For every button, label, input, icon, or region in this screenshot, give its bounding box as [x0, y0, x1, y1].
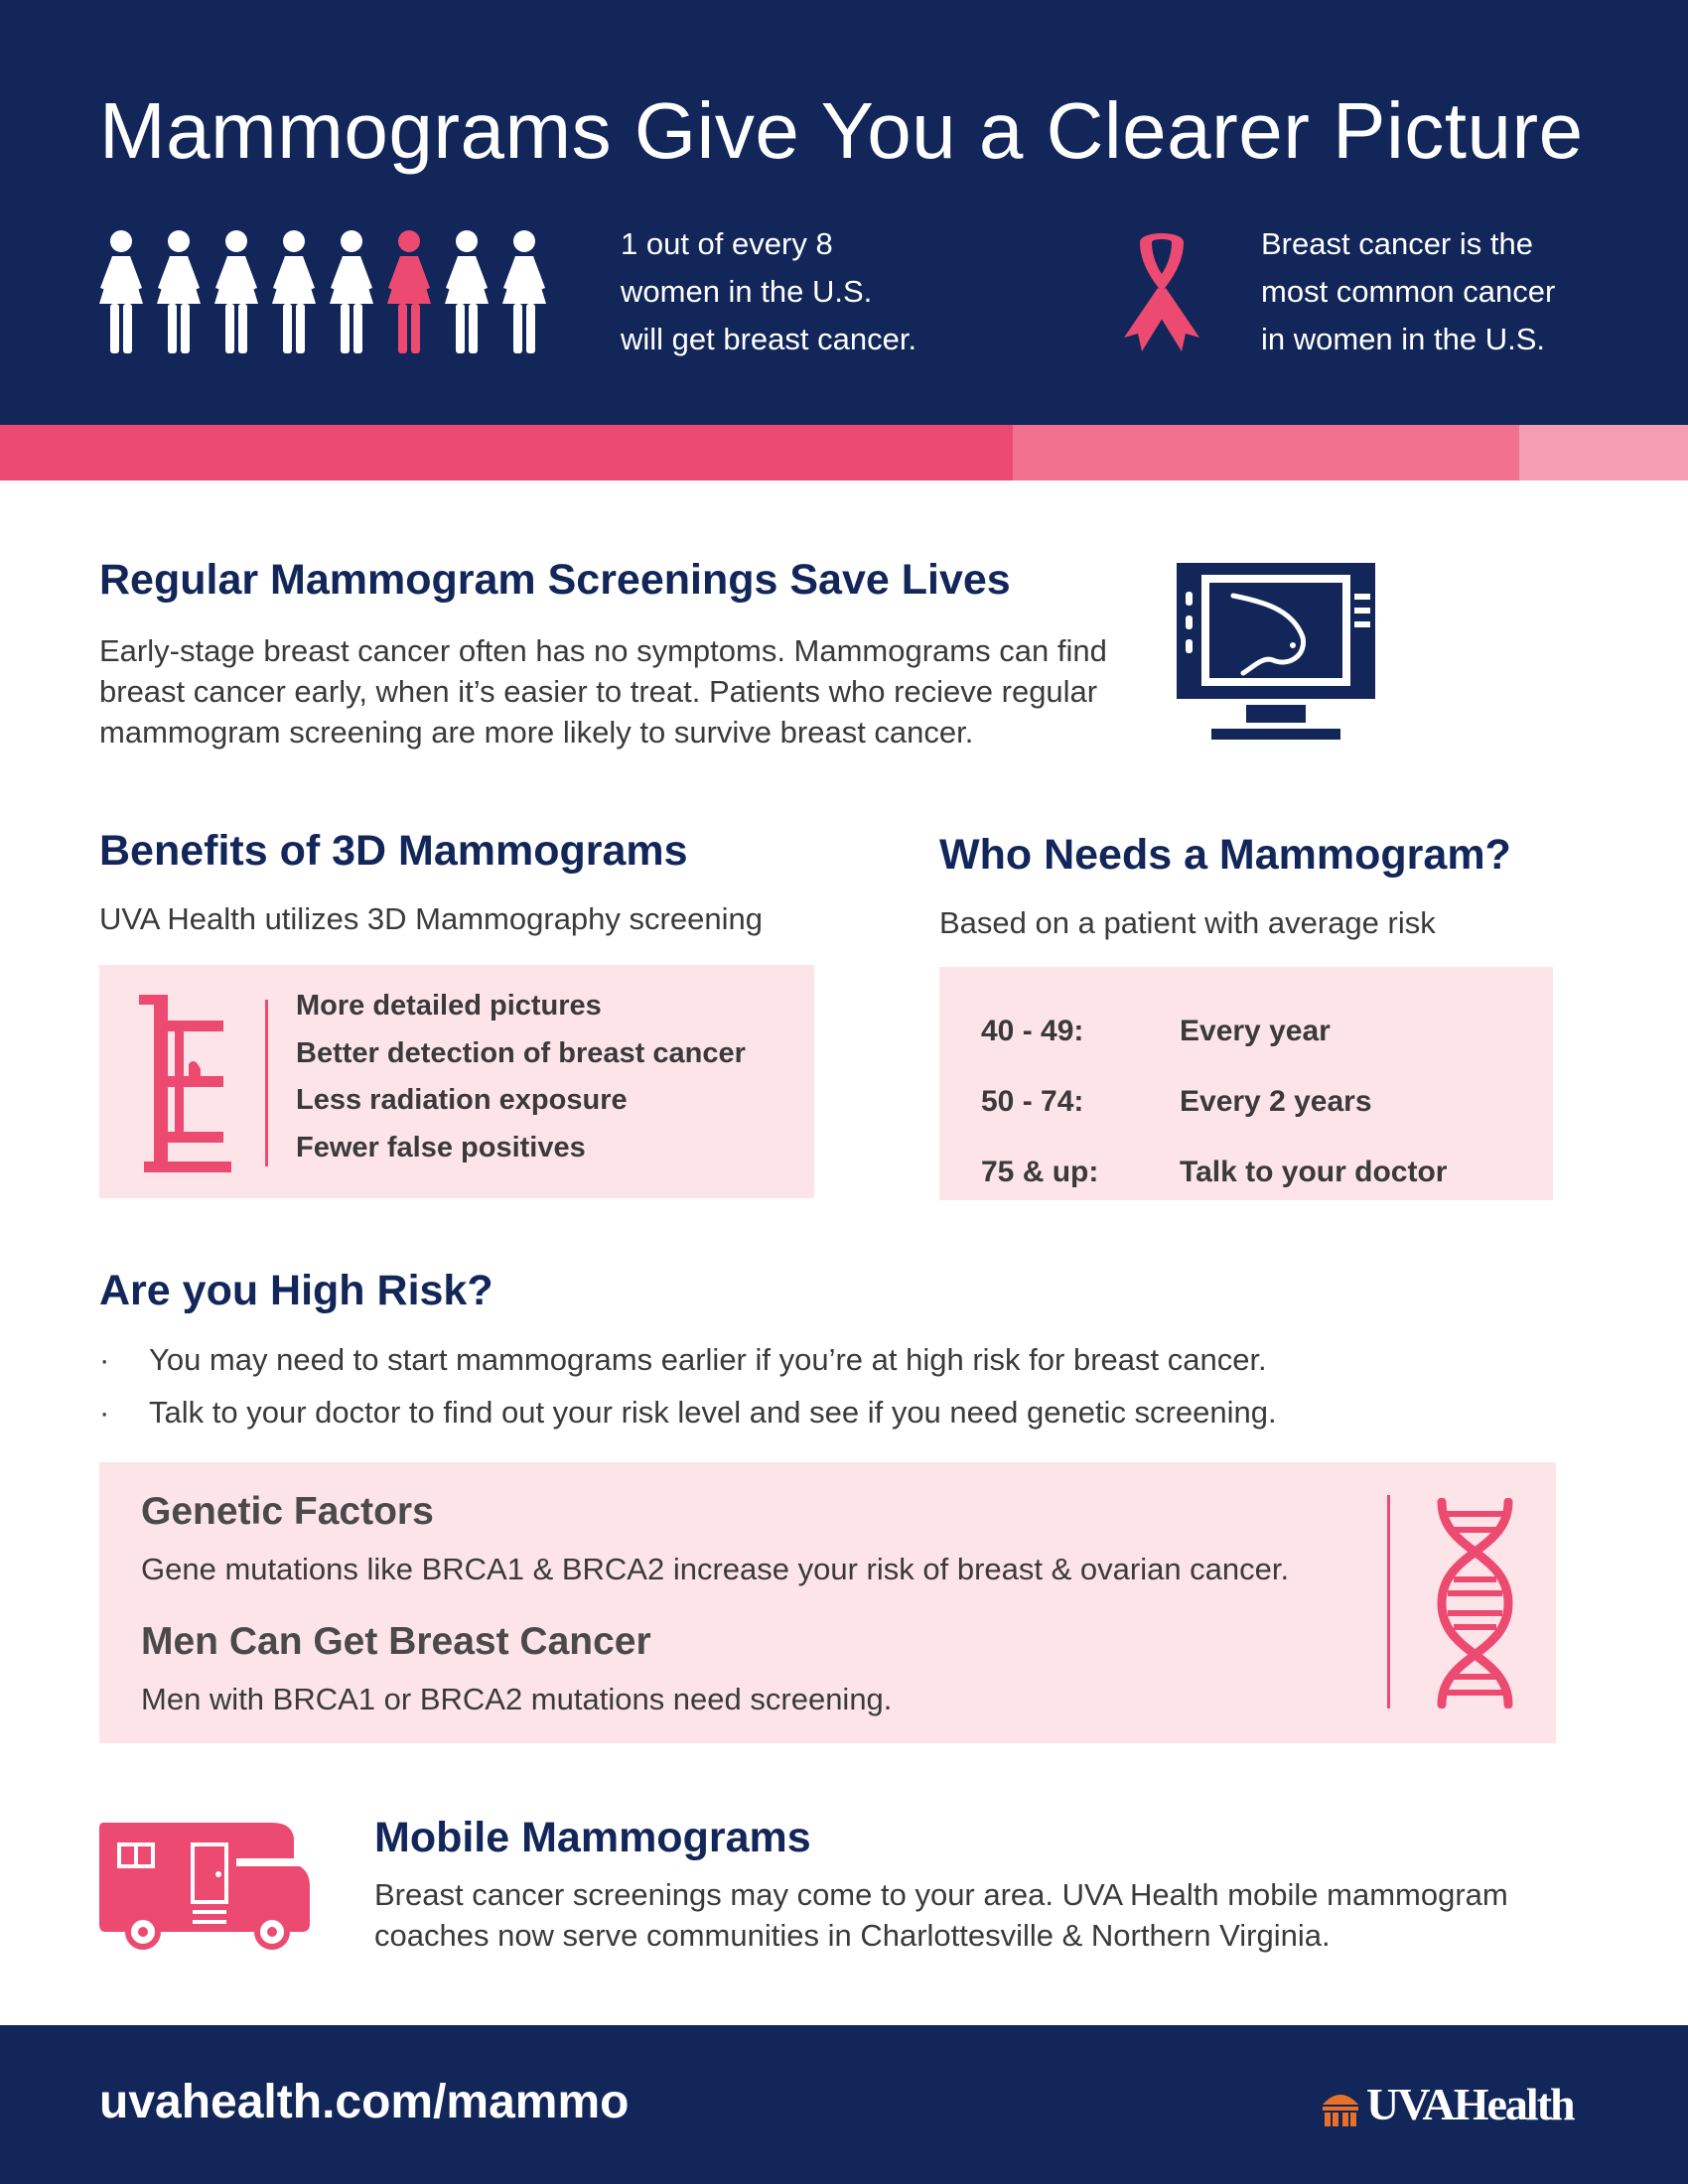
stripe-segment — [1519, 425, 1688, 480]
who-needs-subtitle: Based on a patient with average risk — [939, 905, 1436, 940]
woman-icon — [157, 230, 201, 353]
stat-line: 1 out of every 8 — [621, 226, 833, 261]
genetic-factors-text: Gene mutations like BRCA1 & BRCA2 increase your risk of breast & ovarian cancer. — [141, 1552, 1290, 1586]
list-item: Fewer false positives — [296, 1131, 586, 1163]
woman-icon — [445, 230, 489, 353]
footer-url-link[interactable]: uvahealth.com/mammo — [99, 2076, 630, 2128]
bullet-text: Talk to your doctor to find out your risk level and see if you need genetic screening. — [149, 1395, 1277, 1430]
mobile-van-icon — [97, 1817, 314, 1951]
stripe-segment — [1013, 425, 1519, 480]
bullet-icon: · — [99, 1342, 110, 1377]
men-heading: Men Can Get Breast Cancer — [141, 1620, 651, 1663]
schedule-frequency: Every year — [1180, 1015, 1331, 1047]
stat-line: women in the U.S. — [621, 274, 873, 309]
logo-text: UVAHealth — [1366, 2079, 1574, 2129]
schedule-age: 40 - 49: — [981, 1015, 1084, 1047]
screenings-heading: Regular Mammogram Screenings Save Lives — [99, 556, 1011, 604]
high-risk-heading: Are you High Risk? — [99, 1267, 493, 1314]
schedule-age: 75 & up: — [981, 1156, 1099, 1188]
woman-icon — [99, 230, 143, 353]
mammography-machine-icon — [139, 995, 233, 1173]
schedule-frequency: Talk to your doctor — [1180, 1156, 1448, 1188]
mobile-paragraph: Breast cancer screenings may come to your area. UVA Health mobile mammogram coaches now serve communities in Charlottesville & Northern Virginia. — [374, 1877, 1508, 1953]
stripe-segment — [0, 425, 1013, 480]
stat-line: most common cancer — [1261, 274, 1556, 309]
mobile-heading: Mobile Mammograms — [374, 1814, 811, 1861]
woman-icon — [502, 230, 546, 353]
stat-line: will get breast cancer. — [621, 322, 917, 356]
uva-dome-icon — [1321, 2087, 1360, 2126]
stat-line: in women in the U.S. — [1261, 322, 1546, 356]
list-item — [99, 1340, 1390, 1380]
uva-health-logo — [1321, 2075, 1594, 2134]
bullet-text: You may need to start mammograms earlier if you’re at high risk for breast cancer. — [149, 1342, 1267, 1377]
page-title: Mammograms Give You a Clearer Picture — [99, 86, 1584, 175]
list-item: Better detection of breast cancer — [296, 1036, 746, 1069]
benefits-box — [99, 965, 814, 1198]
divider — [265, 1000, 268, 1166]
men-text: Men with BRCA1 or BRCA2 mutations need screening. — [141, 1682, 893, 1716]
ribbon-icon — [1112, 228, 1211, 355]
list-item: More detailed pictures — [296, 990, 602, 1022]
stat-line: Breast cancer is the — [1261, 226, 1533, 261]
woman-icon — [272, 230, 316, 353]
statistic-one-in-eight — [621, 220, 998, 363]
dna-icon — [1428, 1498, 1522, 1708]
genetic-factors-heading: Genetic Factors — [141, 1490, 434, 1533]
who-needs-heading: Who Needs a Mammogram? — [939, 831, 1511, 879]
divider — [1387, 1495, 1390, 1708]
monitor-icon — [1172, 558, 1380, 747]
schedule-frequency: Every 2 years — [1180, 1085, 1372, 1118]
list-item: Less radiation exposure — [296, 1084, 628, 1116]
schedule-box — [939, 967, 1553, 1200]
woman-icon — [214, 230, 258, 353]
schedule-age: 50 - 74: — [981, 1085, 1084, 1118]
statistic-most-common — [1261, 220, 1589, 363]
woman-icon — [330, 230, 373, 353]
genetics-box — [99, 1462, 1556, 1743]
bullet-icon: · — [99, 1395, 110, 1430]
list-item — [99, 1393, 1390, 1433]
benefits-list — [296, 983, 802, 1171]
benefits-subtitle: UVA Health utilizes 3D Mammography screening — [99, 901, 763, 936]
women-icon-row — [97, 228, 564, 355]
screenings-paragraph: Early-stage breast cancer often has no symptoms. Mammograms can find breast cancer early, when it’s easier to treat. Patients who recieve regular mammogram screening are more likely to survive breast cancer. — [99, 633, 1107, 750]
benefits-heading: Benefits of 3D Mammograms — [99, 827, 688, 875]
woman-icon-highlighted — [387, 230, 431, 353]
color-stripe — [0, 425, 1688, 480]
